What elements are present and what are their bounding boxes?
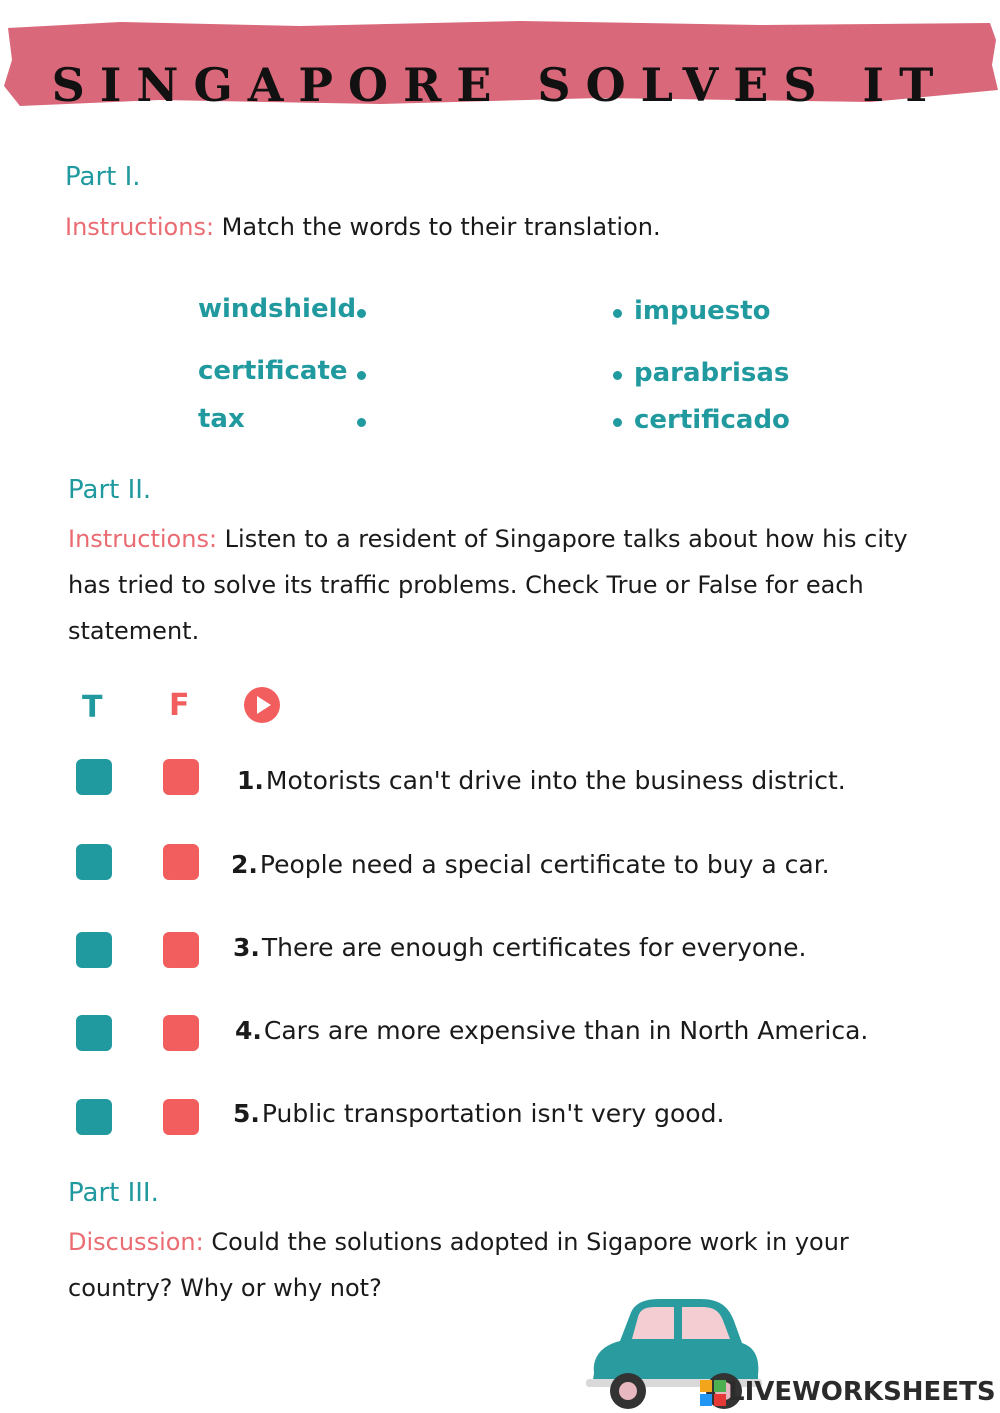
instructions-text: Listen to a resident of Singapore talks about how his city has tried to solve its traffic problems. Check True or False for each statement. [68,525,908,645]
true-checkbox-5[interactable] [76,1099,112,1135]
match-right-parabrisas: parabrisas [634,358,790,388]
match-right-dot-3[interactable] [613,418,622,427]
liveworksheets-logo-icon [700,1380,726,1406]
match-left-dot-1[interactable] [357,309,366,318]
statement-1 [237,766,846,795]
true-checkbox-2[interactable] [76,844,112,880]
statement-4 [235,1016,868,1045]
statement-2 [231,850,830,879]
true-checkbox-3[interactable] [76,932,112,968]
false-checkbox-1[interactable] [163,759,199,795]
column-true-header: T [82,690,103,725]
match-right-dot-1[interactable] [613,309,622,318]
false-checkbox-2[interactable] [163,844,199,880]
false-checkbox-3[interactable] [163,932,199,968]
statement-number: 5. [233,1099,260,1128]
statement-number: 4. [235,1016,262,1045]
part1-instructions [65,204,945,250]
instructions-label: Instructions: [65,213,215,241]
statement-3 [233,933,806,962]
match-left-windshield: windshield [198,294,357,324]
part2-heading: Part II. [68,475,152,505]
match-right-dot-2[interactable] [613,371,622,380]
part2-instructions [68,516,938,654]
statement-number: 3. [233,933,260,962]
statement-text: Public transportation isn't very good. [261,1099,725,1128]
false-checkbox-4[interactable] [163,1015,199,1051]
match-left-tax: tax [198,404,245,434]
match-right-certificado: certificado [634,405,790,435]
part1-heading: Part I. [65,162,141,192]
match-right-impuesto: impuesto [634,296,771,326]
part3-discussion [68,1219,898,1311]
instructions-text: Match the words to their translation. [214,213,661,241]
column-false-header: F [169,688,190,723]
part3-heading: Part III. [68,1178,159,1208]
discussion-text: Could the solutions adopted in Sigapore work in your country? Why or why not? [68,1228,849,1302]
statement-number: 1. [237,766,264,795]
statement-5 [233,1099,724,1128]
instructions-label: Instructions: [68,525,218,553]
match-left-certificate: certificate [198,356,348,386]
play-icon[interactable] [243,686,281,724]
true-checkbox-1[interactable] [76,759,112,795]
statement-text: Motorists can't drive into the business district. [265,766,846,795]
statement-text: People need a special certificate to buy a car. [259,850,830,879]
match-left-dot-2[interactable] [357,371,366,380]
true-checkbox-4[interactable] [76,1015,112,1051]
match-left-dot-3[interactable] [357,418,366,427]
discussion-label: Discussion: [68,1228,204,1256]
statement-text: There are enough certificates for everyone. [261,933,807,962]
statement-number: 2. [231,850,258,879]
false-checkbox-5[interactable] [163,1099,199,1135]
page-title: SINGAPORE SOLVES IT [51,58,949,112]
liveworksheets-watermark [700,1377,996,1409]
watermark-text: LIVEWORKSHEETS [728,1377,996,1407]
statement-text: Cars are more expensive than in North America. [263,1016,869,1045]
